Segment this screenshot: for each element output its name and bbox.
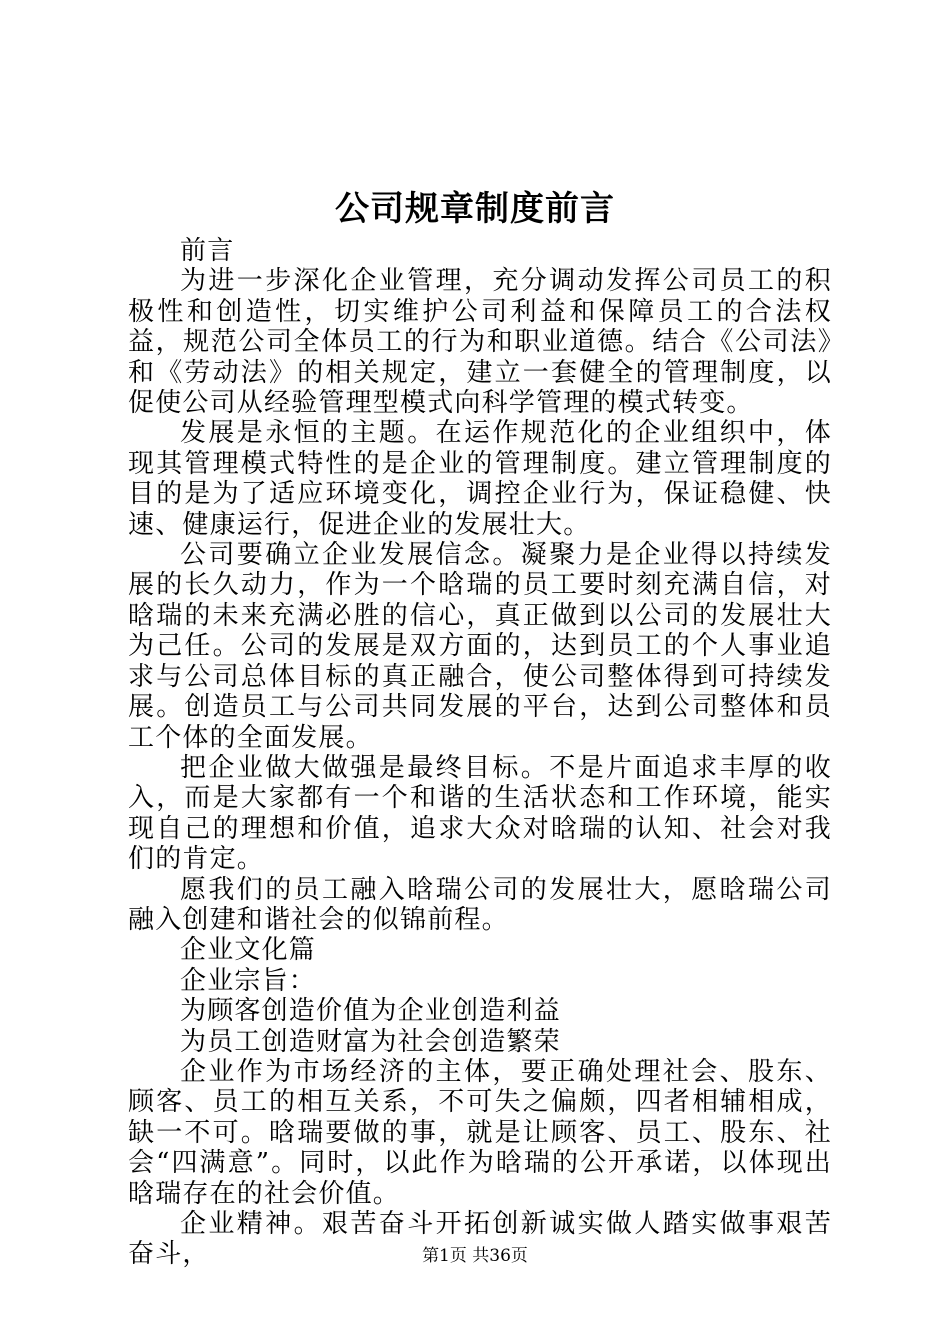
paragraph-purpose: 为进一步深化企业管理，充分调动发挥公司员工的积极性和创造性，切实维护公司利益和保障员工的合法权益，规范公司全体员工的行为和职业道德。结合《公司法》和《劳动法》的相关规定，建立一套健全的管理制度，以促使公司从经验管理型模式向科学管理的模式转变。 (128, 266, 832, 419)
paragraph-culture-heading: 企业文化篇 (180, 935, 317, 966)
paragraph-tenet-line-1: 为顾客创造价值为企业创造利益 (180, 996, 561, 1027)
page-number-footer: 第1页 共36页 (422, 1246, 528, 1266)
paragraph-goal: 把企业做大做强是最终目标。不是片面追求丰厚的收入，而是大家都有一个和谐的生活状态和工作环境，能实现自己的理想和价值，追求大众对晗瑞的认知、社会对我们的肯定。 (128, 752, 832, 875)
paragraph-tenet-heading: 企业宗旨： (180, 965, 317, 996)
paragraph-market-subject: 企业作为市场经济的主体，要正确处理社会、股东、顾客、员工的相互关系，不可失之偏颇，四者相辅相成，缺一不可。晗瑞要做的事，就是让顾客、员工、股东、社会“四满意”。同时，以此作为晗瑞的公开承诺，以体现出晗瑞存在的社会价值。 (128, 1056, 832, 1209)
paragraph-spirit: 企业精神。艰苦奋斗开拓创新诚实做人踏实做事艰苦奋斗， (128, 1209, 832, 1270)
paragraph-development: 发展是永恒的主题。在运作规范化的企业组织中，体现其管理模式特性的是企业的管理制度。建立管理制度的目的是为了适应环境变化，调控企业行为，保证稳健、快速、健康运行，促进企业的发展壮大。 (128, 418, 832, 540)
paragraph-preface-heading: 前言 (180, 236, 235, 266)
document-body (128, 236, 832, 1270)
paragraph-wish: 愿我们的员工融入晗瑞公司的发展壮大，愿晗瑞公司融入创建和谐社会的似锦前程。 (128, 874, 832, 935)
paragraph-belief: 公司要确立企业发展信念。凝聚力是企业得以持续发展的长久动力，作为一个晗瑞的员工要时刻充满自信，对晗瑞的未来充满必胜的信心，真正做到以公司的发展壮大为己任。公司的发展是双方面的，达到员工的个人事业追求与公司总体目标的真正融合，使公司整体得到可持续发展。创造员工与公司共同发展的平台，达到公司整体和员工个体的全面发展。 (128, 540, 832, 753)
document-title: 公司规章制度前言 (335, 189, 615, 229)
paragraph-tenet-line-2: 为员工创造财富为社会创造繁荣 (180, 1026, 561, 1057)
